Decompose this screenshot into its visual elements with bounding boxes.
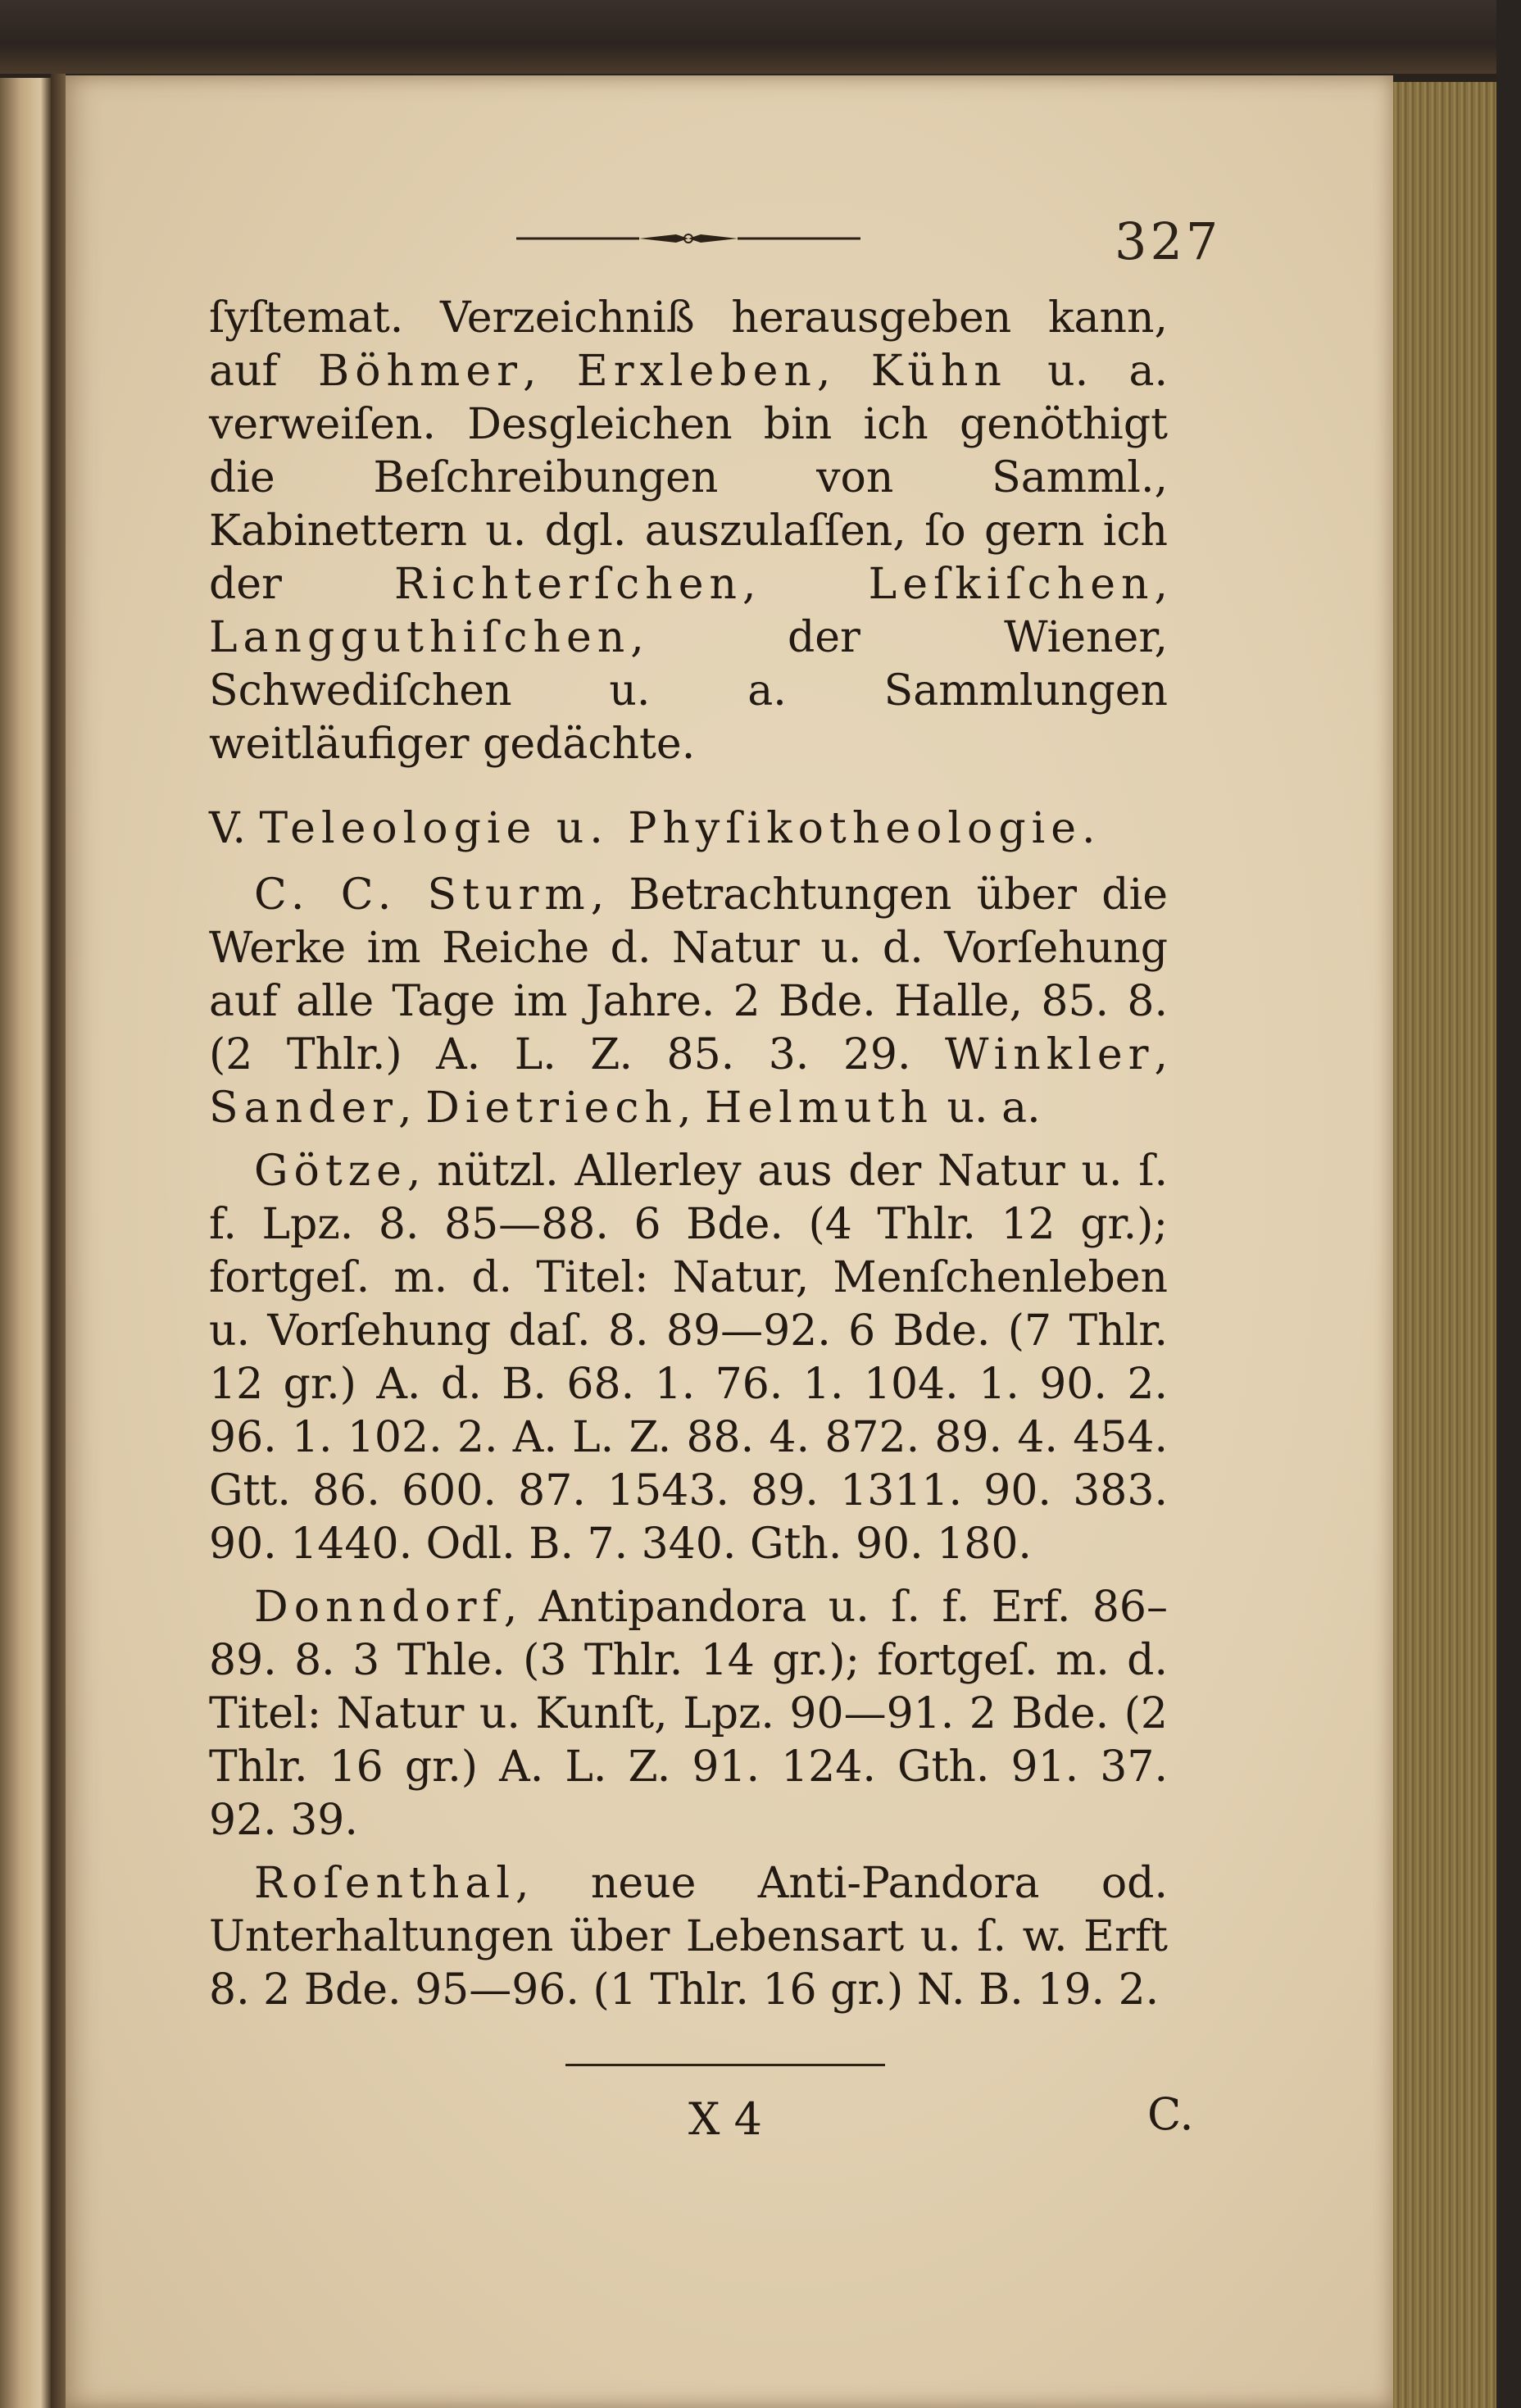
collection-richter: Richterſchen	[394, 560, 743, 609]
page-block-edges	[1393, 82, 1496, 2408]
author-sturm: Sturm	[427, 870, 591, 920]
page-number: 327	[1115, 211, 1222, 271]
text-run: ,	[677, 1084, 706, 1133]
author-sander: Sander	[209, 1084, 399, 1133]
text-run: ,	[816, 347, 871, 396]
text-run: u. a.	[933, 1084, 1041, 1133]
running-head	[66, 211, 1393, 271]
entry-rosenthal	[209, 1857, 1168, 2017]
entry-sturm	[209, 869, 1168, 1135]
book-cover-right	[1496, 0, 1521, 2408]
printer-signature: X 4	[688, 2093, 762, 2145]
entry-donndorf	[209, 1581, 1168, 1847]
page-footer	[66, 2064, 1393, 2146]
text-run: , neue Anti-Pandora od. Unterhaltungen über Lebensart u. ſ. w. Erft 8. 2 Bde. 95—96. (1 Thlr. 16 gr.) N. B. 19. 2.	[209, 1859, 1168, 2015]
collection-leske: Leſkiſchen	[868, 560, 1155, 609]
author-dietriech: Dietriech	[425, 1084, 678, 1133]
author-rosenthal: Roſenthal	[254, 1859, 515, 1908]
text-run: , der Wiener, Schwediſchen u. a. Sammlungen weitläufiger gedächte.	[209, 613, 1168, 769]
book-gutter	[51, 74, 66, 2408]
text-run: u. a. verweiſen. Desgleichen bin ich genöthigt die Beſchreibungen von Samml., Kabinettern u. dgl. auszulaſſen, ſo gern ich der	[209, 347, 1169, 609]
paragraph-continuation	[209, 292, 1168, 771]
author-helmuth: Helmuth	[705, 1084, 933, 1133]
text-run: ,	[522, 347, 577, 396]
entry-goetze	[209, 1145, 1168, 1571]
header-ornament	[516, 232, 860, 245]
footer-rule	[565, 2064, 885, 2066]
section-title: Teleologie u. Phyſikotheologie.	[259, 804, 1101, 853]
previous-page-edge	[0, 78, 51, 2408]
author-winkler: Winkler	[945, 1030, 1155, 1079]
author-donndorf: Donndorf	[254, 1583, 504, 1632]
text-run: ,	[1154, 560, 1169, 609]
author-goetze: Götze	[254, 1147, 407, 1196]
catchword: C.	[1147, 2088, 1194, 2140]
author-erxleben: Erxleben	[576, 347, 817, 396]
page-text	[209, 292, 1168, 2017]
text-run: ,	[398, 1084, 426, 1133]
text-run: ſyſtemat. Verzeichniß herausgeben kann, auf	[209, 293, 1168, 396]
section-heading	[209, 802, 1168, 856]
author-boehmer: Böhmer	[318, 347, 523, 396]
author-kuehn: Kühn	[870, 347, 1007, 396]
text-run: ,	[742, 560, 869, 609]
text-run: , nützl. Allerley aus der Natur u. ſ. f. Lpz. 8. 85—88. 6 Bde. (4 Thlr. 12 gr.); fortgeſ. m. d. Titel: Natur, Menſchenleben u. Vorſehung daſ. 8. 89—92. 6 Bde. (7 Thlr. 12 gr.) A. d. B. 68. 1. 76. 1. 104. 1. 90. 2. 96. 1. 102. 2. A. L. Z. 88. 4. 872. 89. 4. 454. Gtt. 86. 600. 87. 1543. 89. 1311. 90. 383. 90. 1440. Odl. B. 7. 340. Gth. 90. 180.	[209, 1147, 1168, 1569]
text-run: , Betrachtungen über die Werke im Reiche d. Natur u. d. Vorſehung auf alle Tage im Jahre. 2 Bde. Halle, 85. 8. (2 Thlr.) A. L. Z. 85. 3. 29.	[209, 870, 1168, 1079]
text-run: C. C.	[254, 870, 428, 920]
text-run: ,	[1154, 1030, 1168, 1079]
section-number: V.	[209, 804, 260, 853]
text-run: , Antipandora u. ſ. f. Erf. 86–89. 8. 3 Thle. (3 Thlr. 14 gr.); fortgeſ. m. d. Titel: Natur u. Kunſt, Lpz. 90—91. 2 Bde. (2 Thlr. 16 gr.) A. L. Z. 91. 124. Gth. 91. 37. 92. 39.	[209, 1583, 1168, 1845]
collection-langguth: Langguthiſchen	[209, 613, 631, 662]
book-cover-top	[0, 0, 1521, 74]
